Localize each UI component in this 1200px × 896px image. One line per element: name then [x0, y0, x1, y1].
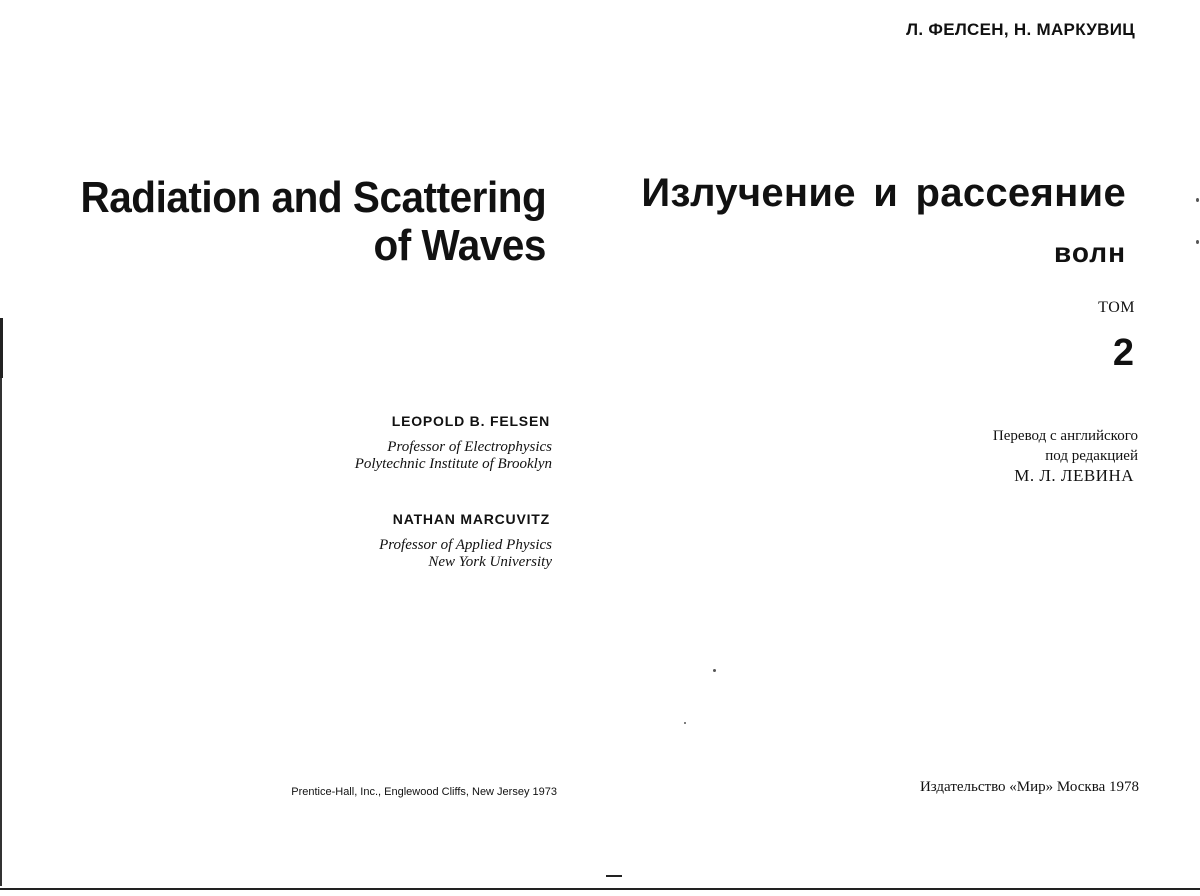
russian-authors: Л. ФЕЛСЕН, Н. МАРКУВИЦ	[906, 20, 1135, 39]
russian-title-line1: Излучение и рассеяние	[641, 171, 1126, 215]
author-name-marcuvitz: NATHAN MARCUVITZ	[392, 511, 550, 527]
author-name-felsen: LEOPOLD B. FELSEN	[391, 413, 550, 429]
page-edge-bottom	[0, 888, 1200, 890]
translation-editor: М. Л. ЛЕВИНА	[1014, 466, 1134, 485]
bottom-mark	[606, 875, 622, 877]
affiliation-line: Professor of Applied Physics	[379, 537, 552, 553]
translation-line: Перевод с английского	[992, 428, 1138, 444]
english-title-line2: of Waves	[373, 221, 546, 270]
speck	[684, 722, 686, 724]
affiliation-line: Professor of Electrophysics	[387, 439, 552, 455]
volume-number: 2	[1112, 332, 1134, 374]
english-title	[80, 174, 546, 270]
volume-label: ТОМ	[1098, 299, 1135, 316]
translation-note	[880, 426, 1138, 486]
speck	[713, 669, 716, 672]
page-edge-left	[0, 318, 2, 886]
author-affiliation-felsen	[250, 439, 552, 473]
translation-line: под редакцией	[1045, 448, 1138, 464]
english-title-line1: Radiation and Scattering	[80, 173, 547, 222]
english-publisher: Prentice-Hall, Inc., Englewood Cliffs, New Jersey 1973	[291, 786, 557, 798]
russian-title-line2: волн	[1054, 237, 1126, 268]
affiliation-line: Polytechnic Institute of Brooklyn	[354, 456, 552, 472]
speck	[1196, 198, 1199, 202]
affiliation-line: New York University	[428, 554, 552, 570]
speck	[1196, 240, 1199, 244]
page-edge-mark	[0, 318, 3, 378]
author-affiliation-marcuvitz	[250, 537, 552, 571]
russian-publisher: Издательство «Мир» Москва 1978	[919, 779, 1139, 795]
